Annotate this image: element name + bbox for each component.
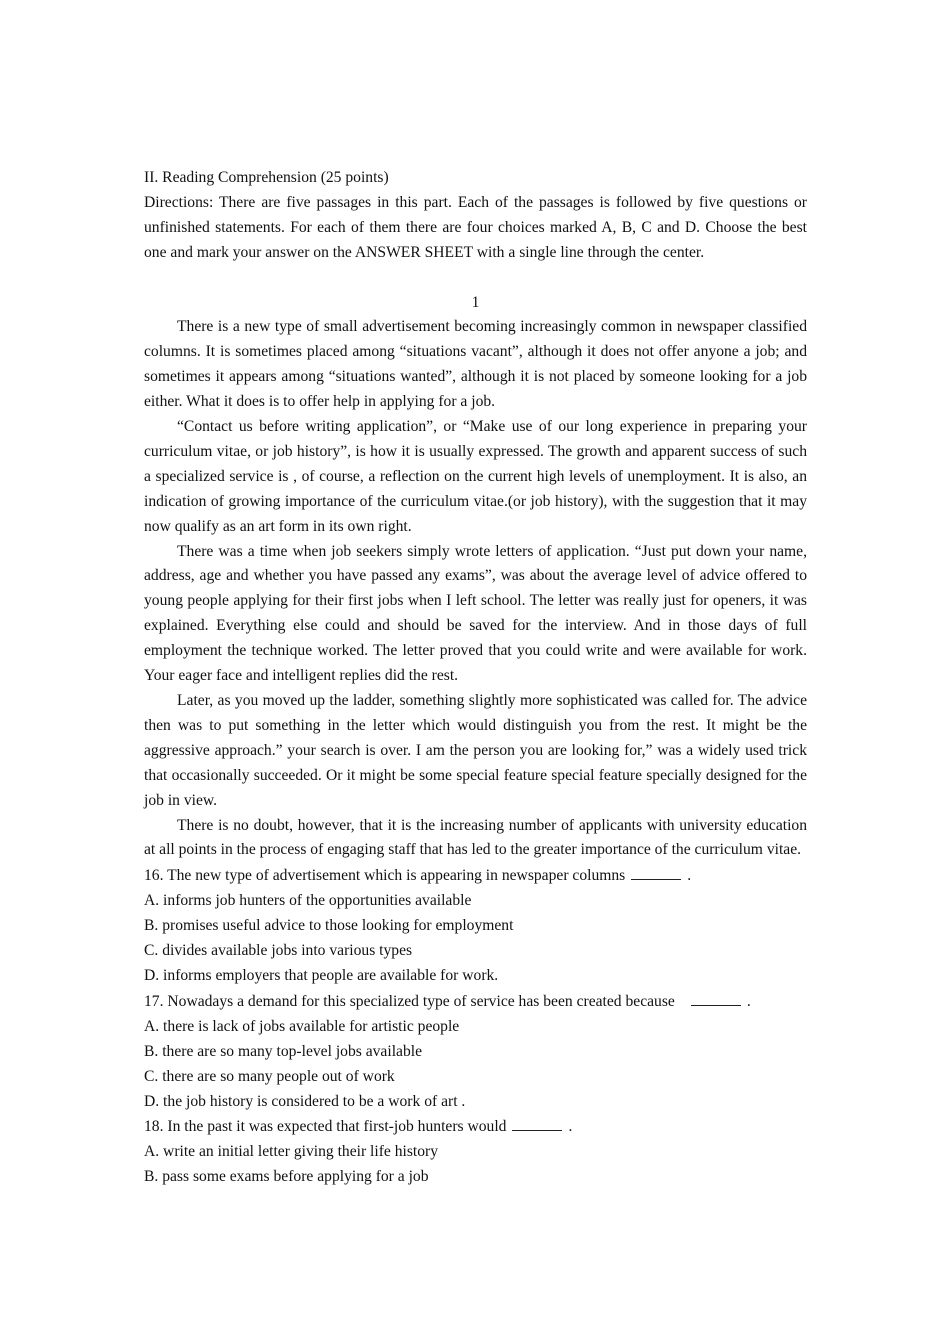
passage-paragraph: Later, as you moved up the ladder, something slightly more sophisticated was called for. The advice then was to put something in the letter which would distinguish you from the rest. It might be the aggressive approach.” your search is over. I am the person you are looking for,” was a widely used trick that occasionally succeeded. Or it might be some special feature special feature specially designed for the job in view. [144, 692, 807, 809]
document-page [144, 166, 807, 1190]
answer-blank [691, 989, 741, 1006]
option-b: B. promises useful advice to those looking for employment [144, 917, 514, 935]
question-18 [144, 1114, 807, 1190]
question-stem [144, 863, 807, 889]
option-a: A. write an initial letter giving their life history [144, 1143, 439, 1161]
option-b: B. pass some exams before applying for a job [144, 1168, 429, 1186]
answer-blank [631, 863, 681, 880]
passage-paragraph: There was a time when job seekers simply wrote letters of application. “Just put down your name, address, age and whether you have passed any exams”, was about the average level of advice offered to young people applying for their first jobs when I left school. The letter was really just for openers, it was explained. Everything else could and should be saved for the interview. And in those days of full employment the technique worked. The letter proved that you could write and were available for work. Your eager face and intelligent replies did the rest. [144, 542, 807, 685]
question-end: . [746, 992, 751, 1010]
passage-paragraph: “Contact us before writing application”, or “Make use of our long experience in preparing your curriculum vitae, or job history”, is how it is usually expressed. The growth and apparent success of such a specialized service is , of course, a reflection on the current high levels of unemployment. It is also, an indication of growing importance of the curriculum vitae.(or job history), with the suggestion that it may now qualify as an art form in its own right. [144, 418, 807, 535]
option-b: B. there are so many top-level jobs available [144, 1042, 422, 1060]
option-a: A. there is lack of jobs available for artistic people [144, 1017, 460, 1035]
option-d: D. the job history is considered to be a work of art . [144, 1092, 466, 1110]
option-a: A. informs job hunters of the opportunities available [144, 892, 472, 910]
section-heading: II. Reading Comprehension (25 points) [144, 169, 389, 186]
option-c: C. there are so many people out of work [144, 1067, 395, 1085]
question-text: 18. In the past it was expected that first-job hunters would [144, 1118, 507, 1136]
question-end: . [687, 867, 692, 885]
question-text: 17. Nowadays a demand for this specialized type of service has been created because [144, 992, 675, 1010]
option-c: C. divides available jobs into various types [144, 942, 413, 960]
directions-text: Directions: There are five passages in this part. Each of the passages is followed by five questions or unfinished statements. For each of them there are four choices marked A, B, C and D. Choose the best one and mark your answer on the ANSWER SHEET with a single line through the center. [144, 193, 807, 261]
passage-body [144, 315, 807, 863]
passage-paragraph: There is a new type of small advertisement becoming increasingly common in newspaper classified columns. It is sometimes placed among “situations vacant”, although it does not offer anyone a job; and sometimes it appears among “situations wanted”, although it is not placed by someone looking for a job either. What it does is to offer help in applying for a job. [144, 318, 807, 411]
option-d: D. informs employers that people are available for work. [144, 966, 499, 984]
question-end: . [568, 1118, 573, 1136]
question-text: 16. The new type of advertisement which is appearing in newspaper columns [144, 867, 626, 885]
passage-paragraph: There is no doubt, however, that it is the increasing number of applicants with university education at all points in the process of engaging staff that has led to the greater importance of the curriculum vitae. [144, 816, 807, 859]
passage-number: 1 [471, 293, 480, 311]
question-17 [144, 989, 807, 1115]
question-stem [144, 989, 807, 1015]
question-stem [144, 1114, 807, 1140]
question-16 [144, 863, 807, 989]
answer-blank [512, 1114, 562, 1131]
